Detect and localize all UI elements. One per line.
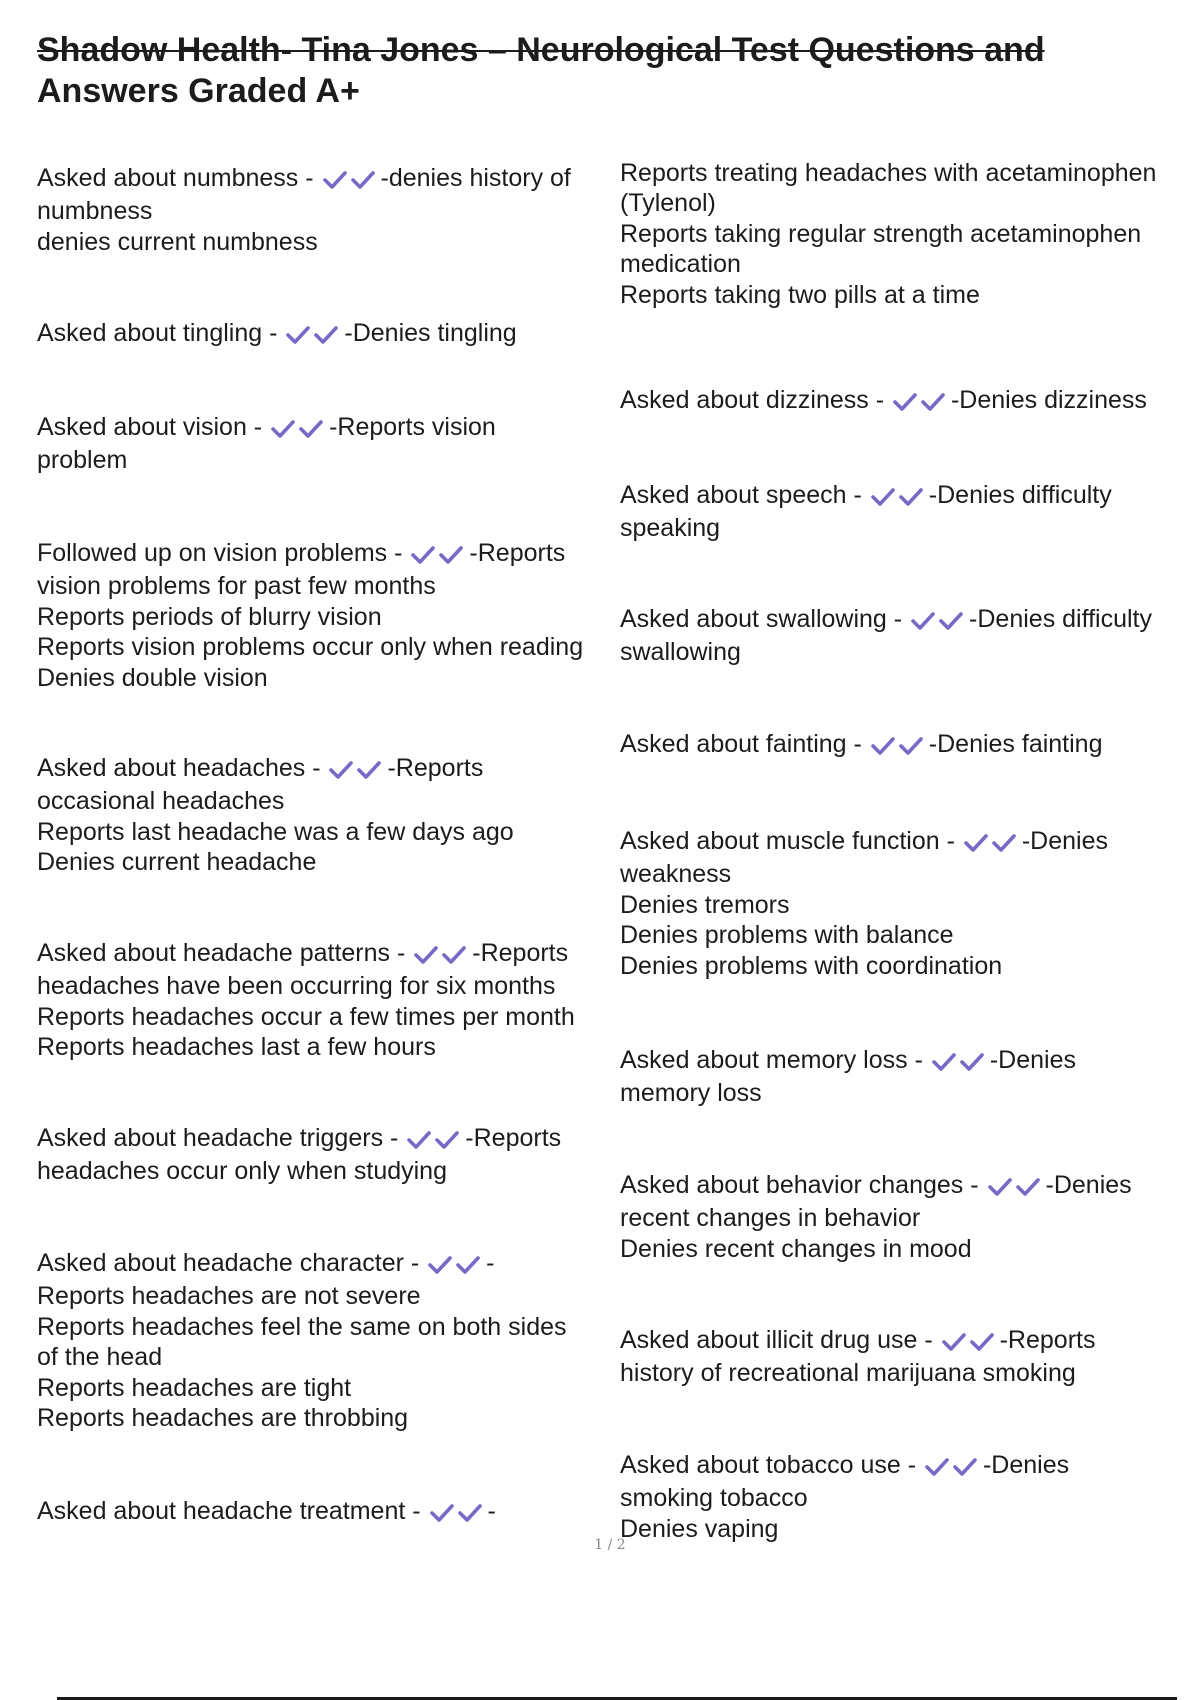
double-check-icon	[286, 321, 342, 351]
entry-answer: -Denies	[989, 1046, 1076, 1074]
entry-first-line	[620, 1325, 1095, 1358]
double-check-icon	[407, 1126, 463, 1156]
entry-detail-line: Denies problems with balance	[620, 921, 954, 950]
entry-answer: -Denies difficulty	[969, 605, 1152, 633]
entry-detail-line: Reports headaches are not severe	[37, 1282, 421, 1311]
entry-answer: -Denies	[1021, 827, 1109, 855]
entry-detail-line: history of recreational marijuana smoking	[620, 1359, 1076, 1388]
entry-detail-line: vision problems for past few months	[37, 572, 436, 601]
entry-question: Asked about muscle function -	[620, 827, 962, 855]
entry-question: Asked about headache patterns -	[37, 939, 413, 967]
entry-answer: -Denies dizziness	[950, 386, 1147, 414]
left-entry	[37, 1123, 561, 1187]
right-entry	[620, 1045, 1076, 1109]
entry-question: Asked about fainting -	[620, 730, 869, 758]
double-check-icon	[925, 1453, 981, 1483]
entry-question: Followed up on vision problems -	[37, 539, 410, 567]
entry-detail-line: headaches occur only when studying	[37, 1157, 447, 1186]
entry-answer: -Denies tingling	[344, 319, 517, 347]
entry-first-line	[37, 538, 583, 571]
entry-first-line	[37, 1496, 496, 1529]
entry-question: Asked about dizziness -	[620, 386, 891, 414]
entry-answer: -Reports vision	[329, 413, 496, 441]
double-check-icon	[964, 829, 1020, 859]
entry-detail-line: Denies vaping	[620, 1514, 779, 1543]
document-title	[37, 30, 1137, 112]
double-check-icon	[329, 756, 385, 786]
entry-detail-line: Denies recent changes in mood	[620, 1234, 972, 1263]
entry-first-line	[620, 729, 1103, 762]
entry-answer: -Reports	[999, 1326, 1096, 1354]
entry-detail-line: problem	[37, 446, 128, 475]
double-check-icon	[932, 1048, 988, 1078]
double-check-icon	[942, 1328, 998, 1358]
right-entry	[620, 158, 1156, 310]
entry-question: Asked about headache treatment -	[37, 1497, 428, 1525]
double-check-icon	[411, 541, 467, 571]
entry-detail-line: medication	[620, 250, 741, 279]
entry-detail-line: headaches have been occurring for six months	[37, 972, 556, 1001]
entry-question: Asked about illicit drug use -	[620, 1326, 940, 1354]
entry-first-line	[37, 938, 575, 971]
entry-detail-line: occasional headaches	[37, 787, 285, 816]
entry-answer: -Reports	[472, 939, 569, 967]
entry-question: Asked about behavior changes -	[620, 1171, 986, 1199]
double-check-icon	[911, 607, 967, 637]
entry-question: Asked about headache character -	[37, 1249, 427, 1277]
entry-detail-line: swallowing	[620, 638, 741, 667]
entry-detail-line: Reports headaches feel the same on both sides	[37, 1312, 567, 1341]
entry-answer: -	[487, 1497, 496, 1525]
entry-question: Asked about headaches -	[37, 754, 328, 782]
entry-question: Asked about tobacco use -	[620, 1451, 923, 1479]
entry-detail-line: Reports headaches occur a few times per month	[37, 1002, 575, 1031]
entry-detail-line: Reports vision problems occur only when reading	[37, 633, 584, 662]
entry-question: Asked about swallowing -	[620, 605, 910, 633]
right-entry	[620, 1170, 1132, 1264]
entry-first-line	[37, 163, 571, 196]
entry-detail-line: Reports last headache was a few days ago	[37, 817, 514, 846]
entry-question: Asked about memory loss -	[620, 1046, 930, 1074]
title-line-2: Answers Graded A+	[37, 72, 360, 110]
entry-detail-line: Reports taking regular strength acetaminophen	[620, 219, 1142, 248]
double-check-icon	[988, 1173, 1044, 1203]
entry-detail-line: Reports taking two pills at a time	[620, 280, 980, 309]
entry-first-line	[37, 1123, 561, 1156]
left-entry	[37, 1496, 496, 1529]
entry-first-line	[620, 826, 1108, 859]
right-entry	[620, 1325, 1095, 1389]
entry-question: Asked about tingling -	[37, 319, 285, 347]
entry-detail-line: Reports periods of blurry vision	[37, 602, 382, 631]
entry-first-line	[37, 318, 517, 351]
entry-detail-line: Reports headaches are throbbing	[37, 1404, 409, 1433]
entry-detail-line: denies current numbness	[37, 227, 318, 256]
entry-detail-line: Reports headaches are tight	[37, 1373, 352, 1402]
entry-answer: -Reports	[465, 1124, 562, 1152]
double-check-icon	[323, 166, 379, 196]
entry-detail-line: numbness	[37, 197, 153, 226]
entry-first-line	[37, 412, 496, 445]
right-entry	[620, 826, 1108, 981]
entry-detail-line: Denies current headache	[37, 848, 317, 877]
entry-question: Asked about numbness -	[37, 164, 321, 192]
entry-answer: -denies history of	[380, 164, 571, 192]
entry-first-line	[620, 480, 1112, 513]
left-entry	[37, 938, 575, 1063]
left-entry	[37, 412, 496, 476]
entry-detail-line: Denies double vision	[37, 663, 268, 692]
right-entry	[620, 604, 1152, 668]
double-check-icon	[271, 415, 327, 445]
left-entry	[37, 753, 514, 878]
entry-question: Reports treating headaches with acetaminophen	[620, 159, 1157, 187]
page-indicator: 1 / 2	[594, 1537, 626, 1553]
entry-first-line	[37, 1248, 567, 1281]
entry-detail-line: Denies tremors	[620, 890, 790, 919]
entry-answer: -Denies	[1045, 1171, 1132, 1199]
entry-detail-line: recent changes in behavior	[620, 1204, 921, 1233]
entry-question: Asked about headache triggers -	[37, 1124, 406, 1152]
right-entry	[620, 729, 1103, 762]
double-check-icon	[430, 1499, 486, 1529]
entry-answer: -	[486, 1249, 495, 1277]
left-entry	[37, 538, 583, 693]
entry-question: Asked about vision -	[37, 413, 270, 441]
entry-answer: -Denies difficulty	[928, 481, 1112, 509]
entry-question: Asked about speech -	[620, 481, 869, 509]
entry-detail-line: speaking	[620, 514, 721, 543]
entry-first-line	[620, 1045, 1076, 1078]
entry-first-line	[620, 158, 1156, 188]
entry-first-line	[620, 604, 1152, 637]
entry-detail-line: of the head	[37, 1343, 163, 1372]
double-check-icon	[871, 483, 927, 513]
entry-detail-line: Denies problems with coordination	[620, 951, 1003, 980]
left-entry	[37, 1248, 567, 1433]
entry-first-line	[620, 1170, 1132, 1203]
entry-detail-line: weakness	[620, 860, 732, 889]
entry-answer: -Denies	[982, 1451, 1070, 1479]
title-line-1: Shadow Health- Tina Jones – Neurological Test Questions and	[37, 31, 1045, 69]
entry-detail-line: smoking tobacco	[620, 1484, 808, 1513]
right-entry	[620, 480, 1112, 544]
entry-first-line	[620, 385, 1147, 418]
double-check-icon	[893, 388, 949, 418]
double-check-icon	[428, 1251, 484, 1281]
entry-first-line	[620, 1450, 1069, 1483]
entry-answer: -Denies fainting	[928, 730, 1103, 758]
left-entry	[37, 163, 571, 257]
entry-answer: -Reports	[387, 754, 484, 782]
entry-first-line	[37, 753, 514, 786]
right-entry	[620, 1450, 1069, 1544]
entry-detail-line: memory loss	[620, 1079, 762, 1108]
double-check-icon	[414, 941, 470, 971]
entry-detail-line: (Tylenol)	[620, 189, 716, 218]
entry-answer: -Reports	[469, 539, 566, 567]
left-entry	[37, 318, 517, 351]
right-entry	[620, 385, 1147, 418]
entry-detail-line: Reports headaches last a few hours	[37, 1033, 436, 1062]
double-check-icon	[871, 732, 927, 762]
